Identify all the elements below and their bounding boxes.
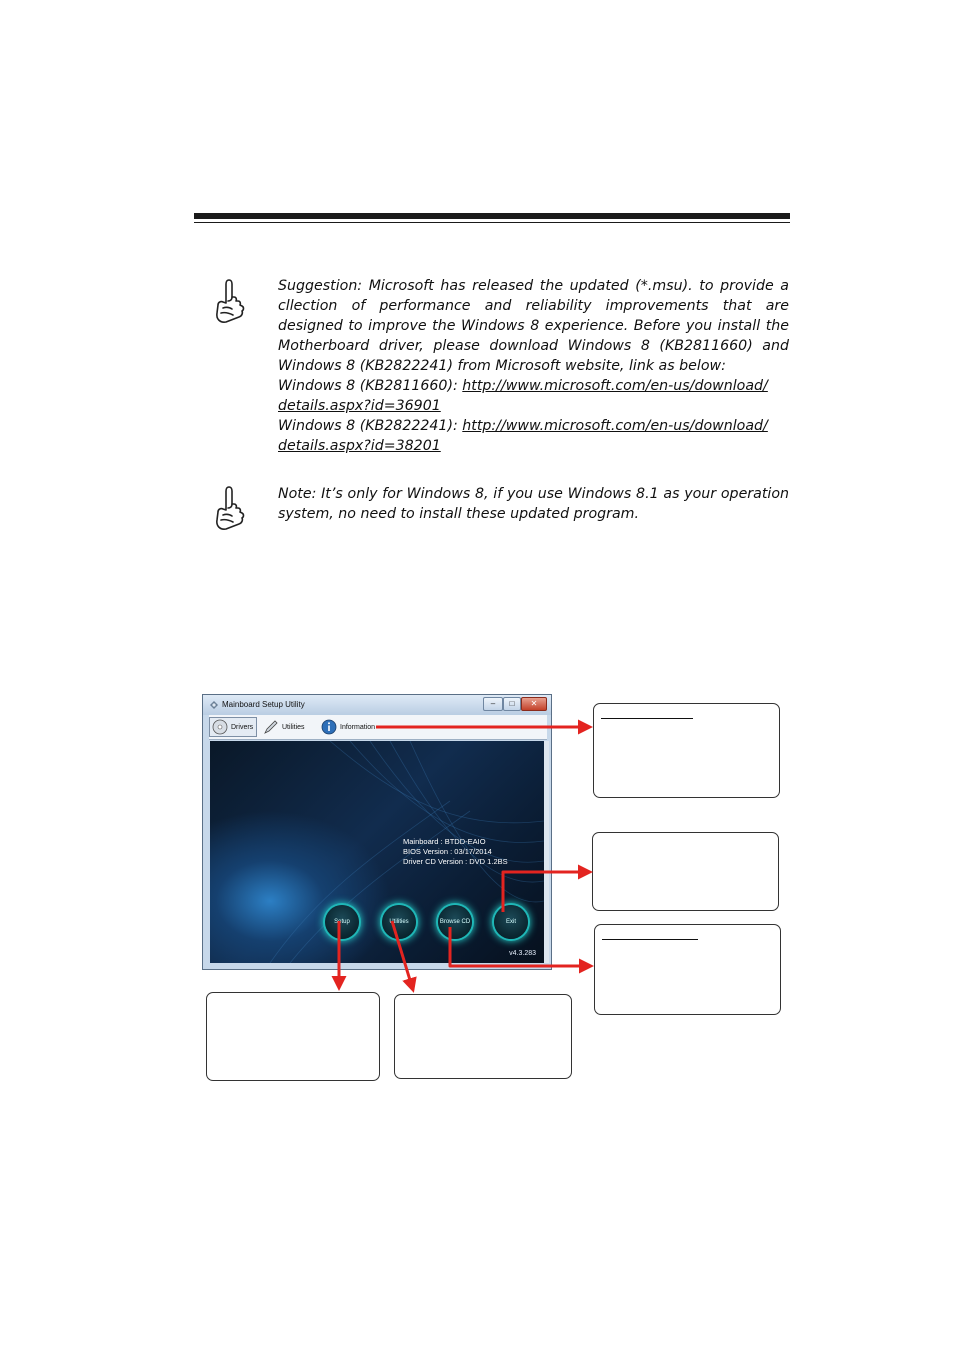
pointing-hand-icon [212,277,252,325]
link-1-prefix: Windows 8 (KB2811660): [278,378,463,394]
callout-utilities [394,994,572,1079]
callout-browse-cd [594,924,781,1015]
link-2-url-a[interactable]: http://www.microsoft.com/en-us/download/ [462,418,768,434]
callout-heading-underline [601,718,693,719]
board-info [403,837,508,867]
tab-information-label: Information [340,723,376,731]
link-line-2 [278,416,789,456]
link-2-url-b[interactable]: details.aspx?id=38201 [278,438,441,454]
header-rule-thin [194,222,790,223]
link-line-1 [278,376,789,416]
window-titlebar[interactable] [203,695,551,715]
app-icon [209,700,219,710]
suggestion-note [278,276,789,456]
mainboard-line: Mainboard : BTDD-EAIO [403,837,486,846]
header-rule-thick [194,213,790,219]
pointing-hand-icon [212,484,252,532]
bios-version-line: BIOS Version : 03/17/2014 [403,847,492,856]
link-1-url-b[interactable]: details.aspx?id=36901 [278,398,441,414]
suggestion-text: Suggestion: Microsoft has released the updated (*.msu). to provide a cllection of performance and reliability improvements that are designed to improve the Windows 8 experience. Before you install the Motherboard driver, please download Windows 8 (KB2811660) and Windows 8 (KB2822241) from Microsoft website, link as below: [278,278,789,374]
utilities-button[interactable]: Utilities [382,905,416,939]
exit-button[interactable]: Exit [494,905,528,939]
tab-bar [209,715,547,740]
info-icon [321,719,337,735]
tab-drivers-label: Drivers [231,723,254,731]
pen-icon [263,719,279,735]
callout-exit [592,832,779,911]
maximize-button[interactable]: □ [503,697,521,711]
tab-drivers[interactable] [209,717,257,737]
link-1-url-a[interactable]: http://www.microsoft.com/en-us/download/ [462,378,768,394]
setup-button[interactable]: Setup [325,905,359,939]
os-note-text: Note: It’s only for Windows 8, if you use Windows 8.1 as your operation system, no need to install these updated program. [278,486,789,522]
callout-setup [206,992,380,1081]
callout-information [593,703,780,798]
disc-icon [212,719,228,735]
tab-utilities-label: Utilities [282,723,305,731]
browse-cd-button[interactable]: Browse CD [438,905,472,939]
minimize-button[interactable]: – [483,697,503,711]
link-2-prefix: Windows 8 (KB2822241): [278,418,463,434]
scrollbar[interactable] [544,741,549,963]
version-label: v4.3.283 [509,950,536,957]
os-note [278,484,789,524]
window-title: Mainboard Setup Utility [222,700,305,709]
utility-main-panel [210,741,544,963]
driver-cd-version-line: Driver CD Version : DVD 1.2BS [403,857,508,866]
tab-utilities[interactable] [261,717,313,737]
close-button[interactable]: ✕ [521,697,547,711]
tab-information[interactable] [319,717,381,737]
setup-utility-window [202,694,552,970]
callout-heading-underline [602,939,698,940]
